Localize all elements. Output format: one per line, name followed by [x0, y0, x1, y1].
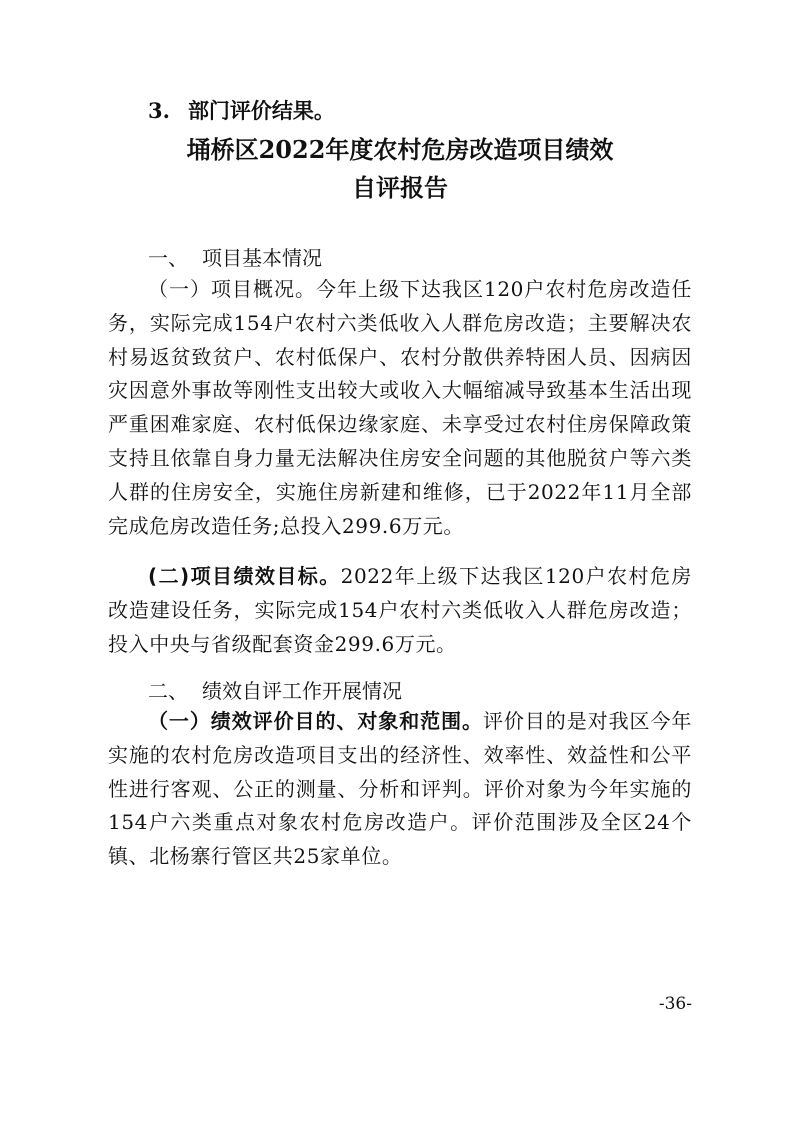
paragraph-eval-lead: （一）绩效评价目的、对象和范围。 — [148, 709, 483, 733]
paragraph-overview: （一）项目概况。今年上级下达我区120户农村危房改造任务，实际完成154户农村六类低收入人群危房改造；主要解决农村易返贫致贫户、农村低保户、农村分散供养特困人员、因病因灾因意外事故等刚性支出较大或收入大幅缩减导致基本生活出现严重困难家庭、农村低保边缘家庭、未享受过农村住房保障政策支持且依靠自身力量无法解决住房安全问题的其他脱贫户等六类人群的住房安全，实施住房新建和维修，已于2022年11月全部完成危房改造任务;总投入299.6万元。 — [108, 277, 692, 538]
heading-text: 项目基本情况 — [202, 246, 322, 270]
paragraph-goal-block — [108, 560, 692, 661]
heading-basic-info — [148, 242, 322, 271]
heading-number: 二、 — [148, 679, 188, 703]
paragraph-eval-block — [108, 705, 692, 874]
section-label-text: 部门评价结果。 — [187, 99, 335, 123]
heading-text: 绩效自评工作开展情况 — [202, 679, 402, 703]
page-number: -36- — [658, 994, 692, 1014]
heading-self-evaluation — [148, 675, 402, 704]
report-title-line1: 埇桥区2022年度农村危房改造项目绩效 — [186, 135, 614, 164]
report-title-line2: 自评报告 — [352, 173, 448, 202]
paragraph-goal-lead: (二)项目绩效目标。 — [148, 564, 341, 588]
heading-number: 一、 — [148, 246, 188, 270]
paragraph-eval-body: 评价目的是对我区今年实施的农村危房改造项目支出的经济性、效率性、效益性和公平性进行客观、公正的测量、分析和评判。评价对象为今年实施的154户六类重点对象农村危房改造户。评价范围涉及全区24个镇、北杨寨行管区共25家单位。 — [108, 709, 693, 869]
paragraph-goal-body: 2022年上级下达我区120户农村危房改造建设任务，实际完成154户农村六类低收入人群危房改造；投入中央与省级配套资金299.6万元。 — [108, 564, 692, 656]
paragraph-goal — [108, 560, 692, 661]
paragraph-eval — [108, 705, 692, 874]
section-label — [148, 95, 335, 125]
section-label-number: 3. — [148, 98, 170, 123]
paragraph-overview-block — [108, 273, 692, 543]
